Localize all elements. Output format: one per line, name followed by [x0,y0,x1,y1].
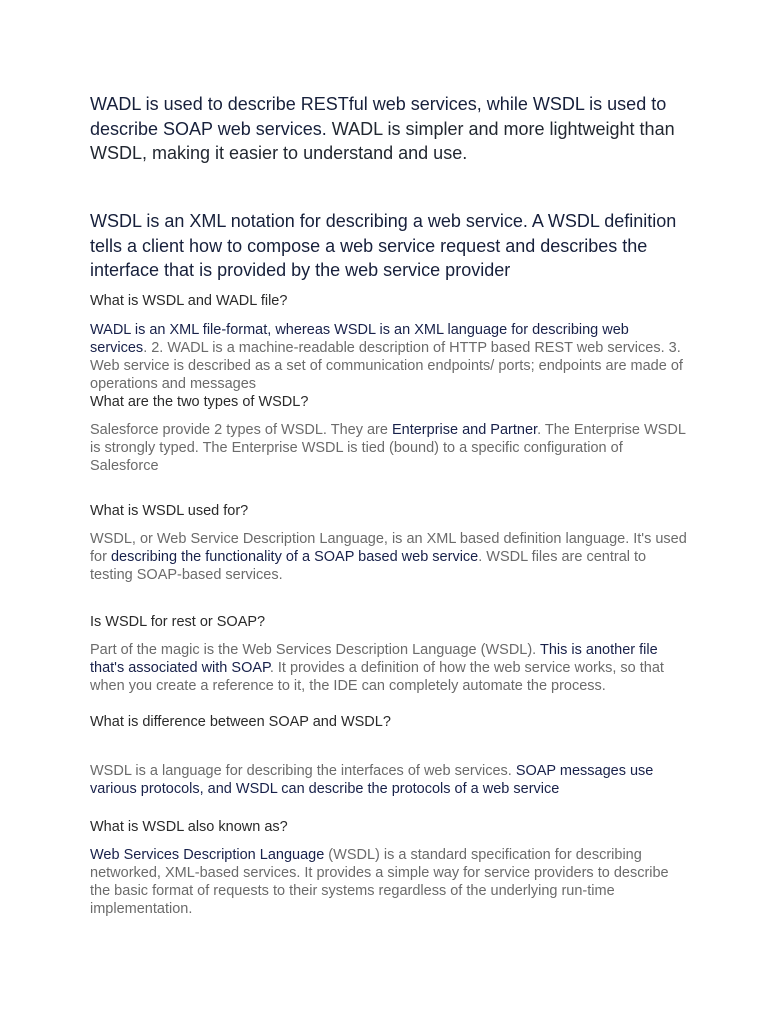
answer-highlight: describing the functionality of a SOAP based web service [110,549,479,565]
answer-text: (WSDL) is a standard specification for describing networked, XML-based services. It provides a simple way for service providers to describe the basic format of requests to their systems regardless of the underlying run-time implementation. [90,847,669,917]
intro-sentence-secondary: WADL is simpler and more lightweight than WSDL, making it easier to understand and use. [90,118,675,163]
answer-text: Salesforce provide 2 types of WSDL. They are [90,422,392,438]
answer-paragraph [90,421,690,475]
answer-text: WSDL, or Web Service Description Language, is an XML based definition language. It's used for [90,531,687,565]
answer-paragraph [90,321,690,393]
answer-text: . It provides a definition of how the web service works, so that when you create a reference to it, the IDE can completely automate the process. [90,660,664,694]
wsdl-definition-text: WSDL is an XML notation for describing a web service. A WSDL definition tells a client how to compose a web service request and describes the interface that is provided by the web service provider [90,211,677,280]
answer-highlight: Web Services Description Language [90,847,325,863]
intro-sentence-primary: WADL is used to describe RESTful web services, while WSDL is used to describe SOAP web services. [90,94,667,139]
answer-highlight: WADL is an XML file-format, whereas WSDL is an XML language for describing web services [90,322,629,356]
answer-highlight: This is another file that's associated with SOAP [90,642,658,676]
answer-highlight: SOAP messages use various protocols, and WSDL can describe the protocols of a web service [90,763,654,797]
answer-text: . WSDL files are central to testing SOAP-based services. [90,549,647,583]
intro-paragraph-wsdl-definition [90,209,690,283]
question-heading: What is WSDL also known as? [90,819,288,835]
answer-paragraph [90,762,690,798]
answer-text: Part of the magic is the Web Services Description Language (WSDL). [90,642,540,658]
answer-paragraph [90,530,690,584]
answer-paragraph [90,641,690,695]
question-heading: What are the two types of WSDL? [90,394,309,410]
answer-paragraph [90,846,690,918]
intro-paragraph-wadl-vs-wsdl [90,92,690,166]
question-heading: Is WSDL for rest or SOAP? [90,614,266,630]
question-heading: What is WSDL used for? [90,503,249,519]
answer-text: . 2. WADL is a machine-readable description of HTTP based REST web services. 3. Web service is described as a set of communication endpoints/ ports; endpoints are made of operations and messages [90,340,683,392]
question-heading: What is WSDL and WADL file? [90,293,288,309]
answer-text: . The Enterprise WSDL is strongly typed. The Enterprise WSDL is tied (bound) to a specific configuration of Salesforce [90,422,686,474]
answer-highlight: Enterprise and Partner [391,422,538,438]
question-heading: What is difference between SOAP and WSDL? [90,714,391,730]
answer-text: WSDL is a language for describing the interfaces of web services. [90,763,516,779]
